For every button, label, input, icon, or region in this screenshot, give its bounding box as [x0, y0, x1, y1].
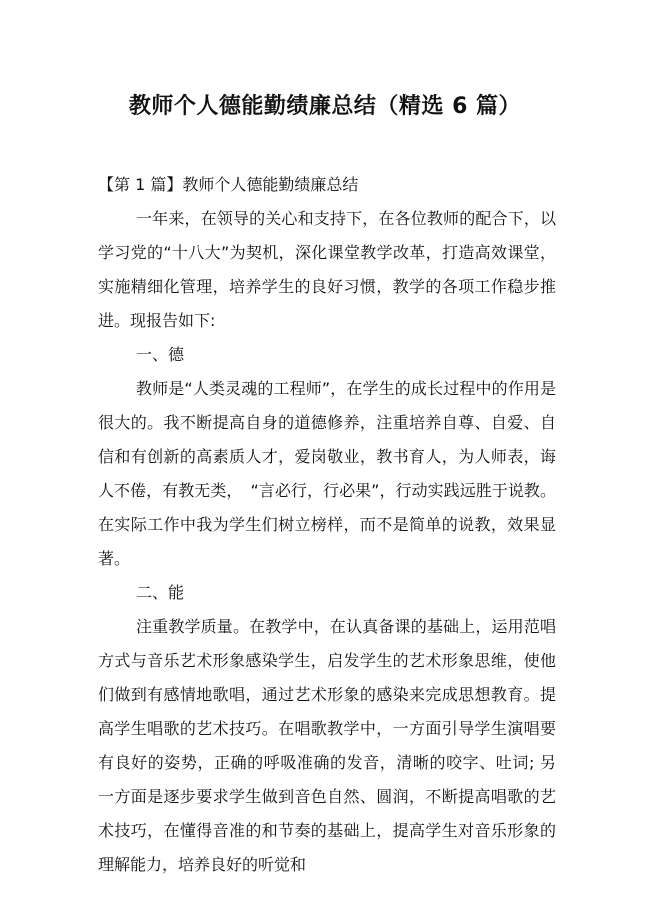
section-heading-de: 一、德 [136, 345, 185, 364]
de-paragraph: 教师是“人类灵魂的工程师”，在学生的成长过程中的作用是很大的。我不断提高自身的道德修养，注重培养自尊、自爱、自信和有创新的高素质人才，爱岗敬业，教书育人，为人师表，诲人不倦，有教无类， “言必行，行必果”，行动实践远胜于说教。在实际工作中我为学生们树立榜样，而不是简单的说教，效果显著。 [98, 379, 556, 568]
document-title: 教师个人德能勤绩廉总结（精选 6 篇） [128, 94, 522, 119]
section-label: 【第 1 篇】教师个人德能勤绩廉总结 [98, 175, 359, 194]
section-heading-neng: 二、能 [136, 583, 185, 602]
neng-paragraph: 注重教学质量。在教学中，在认真备课的基础上，运用范唱方式与音乐艺术形象感染学生，启发学生的艺术形象思维，使他们做到有感情地歌唱，通过艺术形象的感染来完成思想教育。提高学生唱歌的艺术技巧。在唱歌教学中，一方面引导学生演唱要有良好的姿势，正确的呼吸准确的发音，清晰的咬字、吐词; 另一方面是逐步要求学生做到音色自然、圆润，不断提高唱歌的艺术技巧，在懂得音准的和节奏的基础上，提高学生对音乐形象的理解能力，培养良好的听觉和 [98, 617, 556, 874]
document-body [98, 168, 556, 882]
intro-paragraph: 一年来，在领导的关心和支持下，在各位教师的配合下，以学习党的“十八大”为契机，深化课堂教学改革，打造高效课堂，实施精细化管理，培养学生的良好习惯，教学的各项工作稳步推进。现报告如下: [98, 209, 556, 330]
